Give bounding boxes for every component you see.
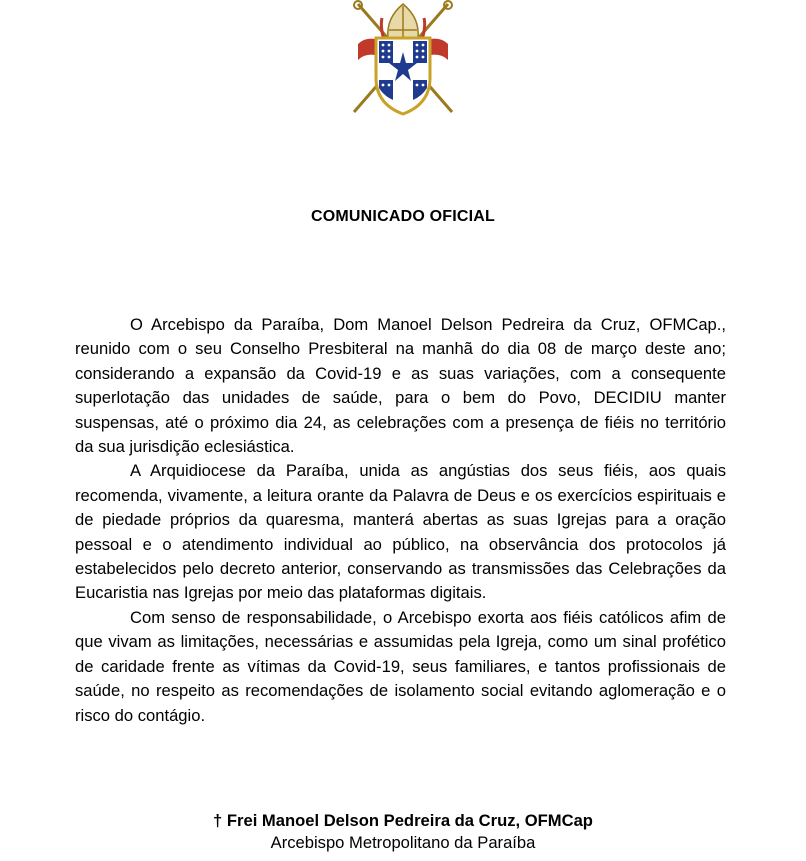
mitre-icon bbox=[381, 4, 424, 40]
signature-block bbox=[0, 810, 806, 854]
signatory-name: † Frei Manoel Delson Pedreira da Cruz, OFMCap bbox=[213, 811, 593, 830]
signatory-role: Arcebispo Metropolitano da Paraíba bbox=[270, 833, 536, 852]
paragraph: Com senso de responsabilidade, o Arcebispo exorta aos fiéis católicos afim de que vivam as limitações, necessárias e assumidas pela Igreja, como um sinal profético de caridade frente as vítimas da Covid-19, seus familiares, e tantos profissionais de saúde, no respeito as recomendações de isolamento social evitando aglomeração e o risco do contágio. bbox=[75, 607, 726, 725]
paragraph: O Arcebispo da Paraíba, Dom Manoel Delson Pedreira da Cruz, OFMCap., reunido com o seu Conselho Presbiteral na manhã do dia 08 de março deste ano; considerando a expansão da Covid-19 e as suas variações, com a consequente superlotação das unidades de saúde, para o bem do Povo, DECIDIU manter suspensas, até o próximo dia 24, as celebrações com a presença de fiéis no território da sua jurisdição eclesiástica. bbox=[75, 315, 726, 457]
document-body bbox=[75, 313, 726, 728]
coat-of-arms-icon bbox=[336, 0, 470, 118]
paragraph: A Arquidiocese da Paraíba, unida as angústias dos seus fiéis, aos quais recomenda, vivamente, a leitura orante da Palavra de Deus e os exercícios espirituais e de piedade próprios da quaresma, manterá abertas as suas Igrejas para a oração pessoal e o atendimento individual ao público, na observância dos protocolos já estabelecidos pelo decreto anterior, conservando as transmissões das Celebrações da Eucaristia nas Igrejas por meio das plataformas digitais. bbox=[75, 461, 726, 603]
shield-icon bbox=[376, 38, 430, 114]
document-title: COMUNICADO OFICIAL bbox=[310, 208, 496, 225]
